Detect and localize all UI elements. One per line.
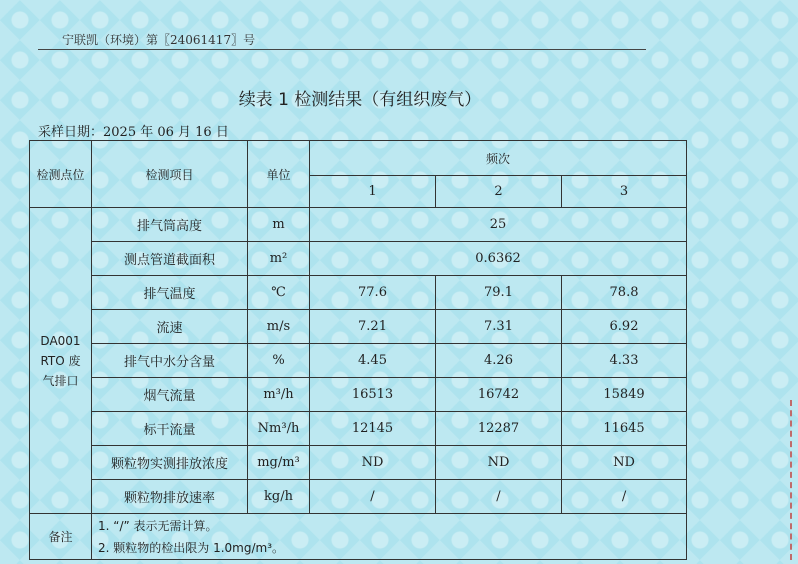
item-cell: 标干流量 [92,412,248,446]
unit-cell: % [248,344,310,378]
value-cell: / [562,480,687,514]
sampling-date: 采样日期：2025 年 06 月 16 日 [38,125,229,140]
unit-cell: m³/h [248,378,310,412]
value-cell: 6.92 [562,310,687,344]
table-row [30,378,687,412]
results-table [29,140,687,560]
item-cell: 颗粒物排放速率 [92,480,248,514]
unit-cell: m/s [248,310,310,344]
note-1: 1. “/” 表示无需计算。 [98,518,218,533]
value-merged: 25 [310,208,687,242]
table-row [30,310,687,344]
notes-content [92,514,687,560]
value-merged: 0.6362 [310,242,687,276]
unit-cell: kg/h [248,480,310,514]
item-cell: 烟气流量 [92,378,248,412]
value-cell: 16513 [310,378,436,412]
value-cell: 15849 [562,378,687,412]
header-item: 检测项目 [92,141,248,208]
value-cell: / [436,480,562,514]
header-unit: 单位 [248,141,310,208]
table-row [30,208,687,242]
header-frequency: 频次 [310,141,687,176]
header-freq-1: 1 [310,176,436,208]
header-freq-2: 2 [436,176,562,208]
value-cell: 12145 [310,412,436,446]
value-cell: 4.33 [562,344,687,378]
point-line-1: DA001 [40,333,81,348]
header-freq-3: 3 [562,176,687,208]
item-cell: 排气中水分含量 [92,344,248,378]
notes-row [30,514,687,560]
point-line-2: RTO 废 [40,353,81,368]
unit-cell: m [248,208,310,242]
report-reference: 宁联凯（环境）第〖24061417〗号 [62,33,256,47]
table-row [30,276,687,310]
value-cell: 7.31 [436,310,562,344]
table-row [30,480,687,514]
value-cell: 7.21 [310,310,436,344]
binding-edge-marks [790,400,798,560]
value-cell: 4.45 [310,344,436,378]
unit-cell: m² [248,242,310,276]
table-row [30,412,687,446]
unit-cell: Nm³/h [248,412,310,446]
value-cell: 79.1 [436,276,562,310]
item-cell: 排气筒高度 [92,208,248,242]
table-row [30,242,687,276]
item-cell: 排气温度 [92,276,248,310]
value-cell: 77.6 [310,276,436,310]
value-cell: 78.8 [562,276,687,310]
value-cell: 12287 [436,412,562,446]
table-row [30,344,687,378]
value-cell: ND [310,446,436,480]
sampling-point [30,208,92,514]
value-cell: 11645 [562,412,687,446]
value-cell: 4.26 [436,344,562,378]
value-cell: ND [562,446,687,480]
notes-label: 备注 [30,514,92,560]
note-2: 2. 颗粒物的检出限为 1.0mg/m³。 [98,540,285,555]
header-point: 检测点位 [30,141,92,208]
value-cell: ND [436,446,562,480]
value-cell: 16742 [436,378,562,412]
table-row [30,446,687,480]
unit-cell: ℃ [248,276,310,310]
page-title: 续表 1 检测结果（有组织废气） [238,90,482,110]
item-cell: 流速 [92,310,248,344]
value-cell: / [310,480,436,514]
item-cell: 颗粒物实测排放浓度 [92,446,248,480]
header-divider [38,49,646,50]
unit-cell: mg/m³ [248,446,310,480]
item-cell: 测点管道截面积 [92,242,248,276]
point-line-3: 气排口 [42,373,79,388]
